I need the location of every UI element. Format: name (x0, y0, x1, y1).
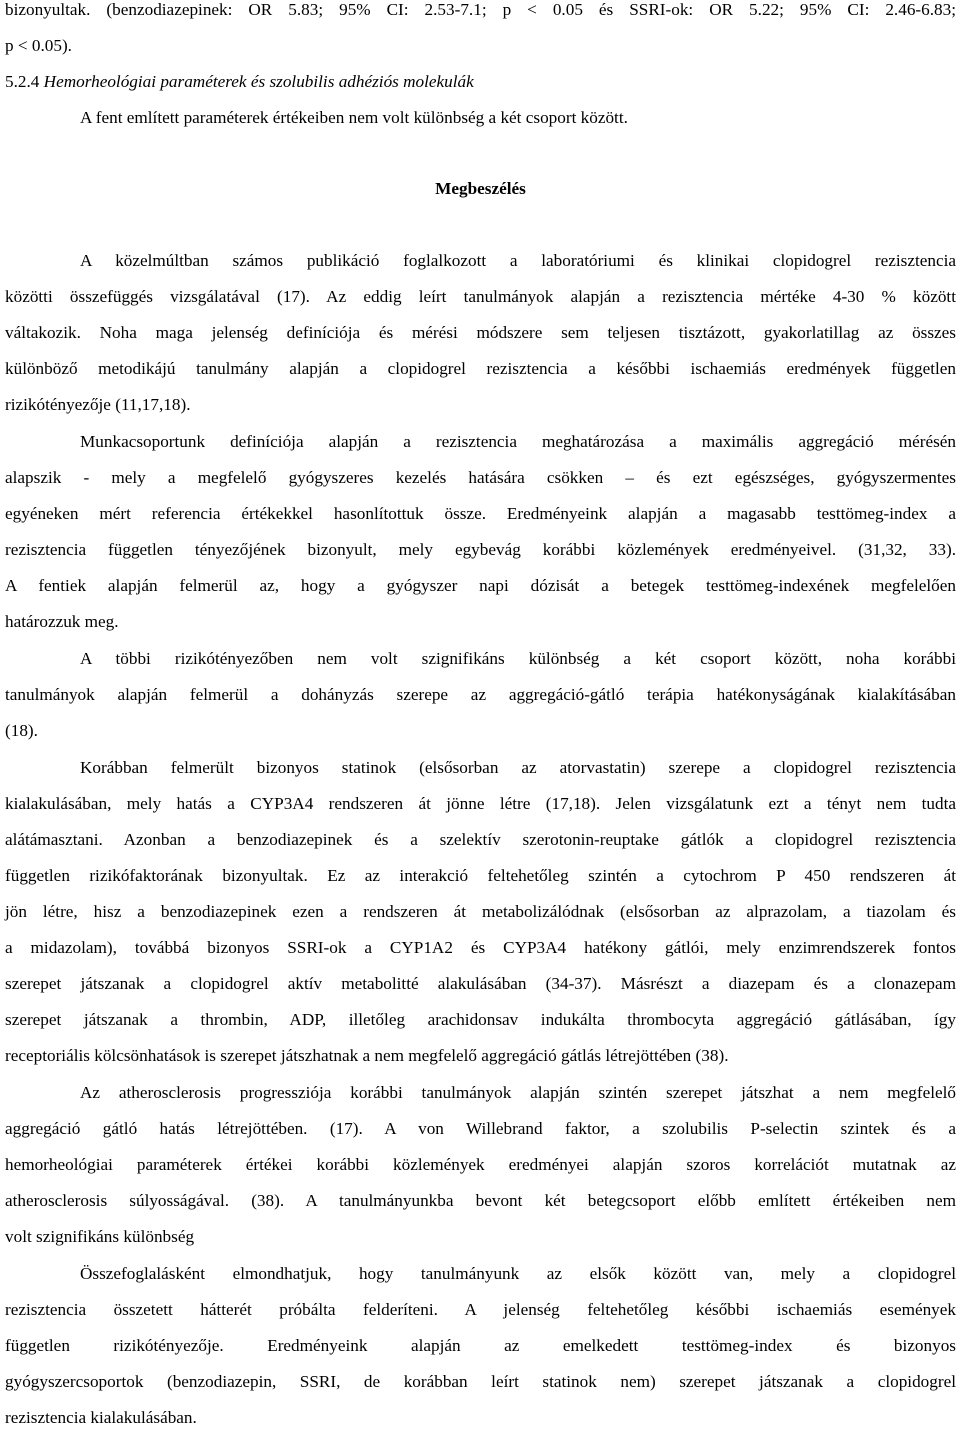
paragraph-2-line-6: határozzuk meg. (5, 612, 119, 631)
paragraph-2-line-4: rezisztencia független tényezőjének bizonyult, mely egybevág korábbi közlemények eredményeivel. (31,32, 33). (5, 540, 956, 559)
paragraph-1-line-2: közötti összefüggés vizsgálatával (17). Az eddig leírt tanulmányok alapján a rezisztencia mértéke 4-30 % között (5, 287, 956, 306)
paragraph-6-line-2: rezisztencia összetett hátterét próbálta felderíteni. A jelenség feltehetőleg későbbi ischaemiás események (5, 1300, 956, 1319)
paragraph-4-line-9: receptoriális kölcsönhatások is szerepet játszhatnak a nem megfelelő aggregáció gátlás létrejöttében (38). (5, 1046, 729, 1065)
paragraph-2-line-1: Munkacsoportunk definíciója alapján a rezisztencia meghatározása a maximális aggregáció mérésén (80, 432, 956, 451)
paragraph-3-line-1: A többi rizikótényezőben nem volt szignifikáns különbség a két csoport között, noha korábbi (80, 649, 956, 668)
carryover-line-2: p < 0.05). (5, 36, 72, 55)
paragraph-5-line-1: Az atherosclerosis progressziója korábbi tanulmányok alapján szintén szerepet játszhat a nem megfelelő (80, 1083, 956, 1102)
paragraph-1-line-5: rizikótényezője (11,17,18). (5, 395, 191, 414)
section-heading (5, 72, 474, 92)
paragraph-5-line-2: aggregáció gátló hatás létrejöttében. (17). A von Willebrand faktor, a szolubilis P-selectin szintek és a (5, 1119, 956, 1138)
paragraph-4-line-5: jön létre, hisz a benzodiazepinek ezen a rendszeren át metabolizálódnak (elsősorban az alprazolam, a tiazolam és (5, 902, 956, 921)
paragraph-3-line-3: (18). (5, 721, 38, 740)
section-title: Hemorheológiai paraméterek és szolubilis adhéziós molekulák (43, 72, 474, 91)
carryover-line-1: bizonyultak. (benzodiazepinek: OR 5.83; 95% CI: 2.53-7.1; p < 0.05 és SSRI-ok: OR 5.22; 95% CI: 2.46-6.83; (5, 0, 956, 19)
paragraph-4-line-3: alátámasztani. Azonban a benzodiazepinek és a szelektív szerotonin-reuptake gátlók a clopidogrel rezisztencia (5, 830, 956, 849)
paragraph-4-line-6: a midazolam), továbbá bizonyos SSRI-ok a CYP1A2 és CYP3A4 hatékony gátlói, mely enzimrendszerek fontos (5, 938, 956, 957)
paragraph-6-line-1: Összefoglalásként elmondhatjuk, hogy tanulmányunk az elsők között van, mely a clopidogrel (80, 1264, 956, 1283)
paragraph-5-line-3: hemorheológiai paraméterek értékei korábbi közlemények eredményei alapján szoros korrelációt mutatnak az (5, 1155, 956, 1174)
paragraph-4-line-4: független rizikófaktorának bizonyultak. Ez az interakció feltehetőleg szintén a cytochrom P 450 rendszeren át (5, 866, 956, 885)
paragraph-6-line-5: rezisztencia kialakulásában. (5, 1408, 197, 1427)
paragraph-4-line-8: szerepet játszanak a thrombin, ADP, illetőleg arachidonsav indukálta thrombocyta aggregáció gátlásában, így (5, 1010, 956, 1029)
paragraph-2-line-5: A fentiek alapján felmerül az, hogy a gyógyszer napi dózisát a betegek testtömeg-indexének megfelelően (5, 576, 956, 595)
paragraph-1-line-1: A közelmúltban számos publikáció foglalkozott a laboratóriumi és klinikai clopidogrel rezisztencia (80, 251, 956, 270)
section-text: A fent említett paraméterek értékeiben nem volt különbség a két csoport között. (80, 108, 628, 127)
paragraph-1-line-4: különböző metodikájú tanulmány alapján a clopidogrel rezisztencia a későbbi ischaemiás eredmények független (5, 359, 956, 378)
paragraph-1-line-3: váltakozik. Noha maga jelenség definíciója és mérési módszere sem teljesen tisztázott, gyakorlatillag az összes (5, 323, 956, 342)
paragraph-4-line-7: szerepet játszanak a clopidogrel aktív metabolitté alakulásában (34-37). Másrészt a diazepam és a clonazepam (5, 974, 956, 993)
paragraph-2-line-2: alapszik - mely a megfelelő gyógyszeres kezelés hatására csökken – és ezt egészséges, gyógyszermentes (5, 468, 956, 487)
paragraph-3-line-2: tanulmányok alapján felmerül a dohányzás szerepe az aggregáció-gátló terápia hatékonyságának kialakításában (5, 685, 956, 704)
section-number: 5.2.4 (5, 72, 40, 91)
paragraph-4-line-1: Korábban felmerült bizonyos statinok (elsősorban az atorvastatin) szerepe a clopidogrel rezisztencia (80, 758, 956, 777)
discussion-heading: Megbeszélés (435, 179, 526, 198)
paragraph-5-line-4: atherosclerosis súlyosságával. (38). A tanulmányunkba bevont két betegcsoport előbb említett értékeiben nem (5, 1191, 956, 1210)
paragraph-6-line-4: gyógyszercsoportok (benzodiazepin, SSRI, de korábban leírt statinok nem) szerepet játszanak a clopidogrel (5, 1372, 956, 1391)
paragraph-6-line-3: független rizikótényezője. Eredményeink alapján az emelkedett testtömeg-index és bizonyos (5, 1336, 956, 1355)
paragraph-2-line-3: egyéneken mért referencia értékekkel hasonlítottuk össze. Eredményeink alapján a magasabb testtömeg-index a (5, 504, 956, 523)
paragraph-5-line-5: volt szignifikáns különbség (5, 1227, 195, 1246)
paragraph-4-line-2: kialakulásában, mely hatás a CYP3A4 rendszeren át jönne létre (17,18). Jelen vizsgálatunk ezt a tényt nem tudta (5, 794, 956, 813)
